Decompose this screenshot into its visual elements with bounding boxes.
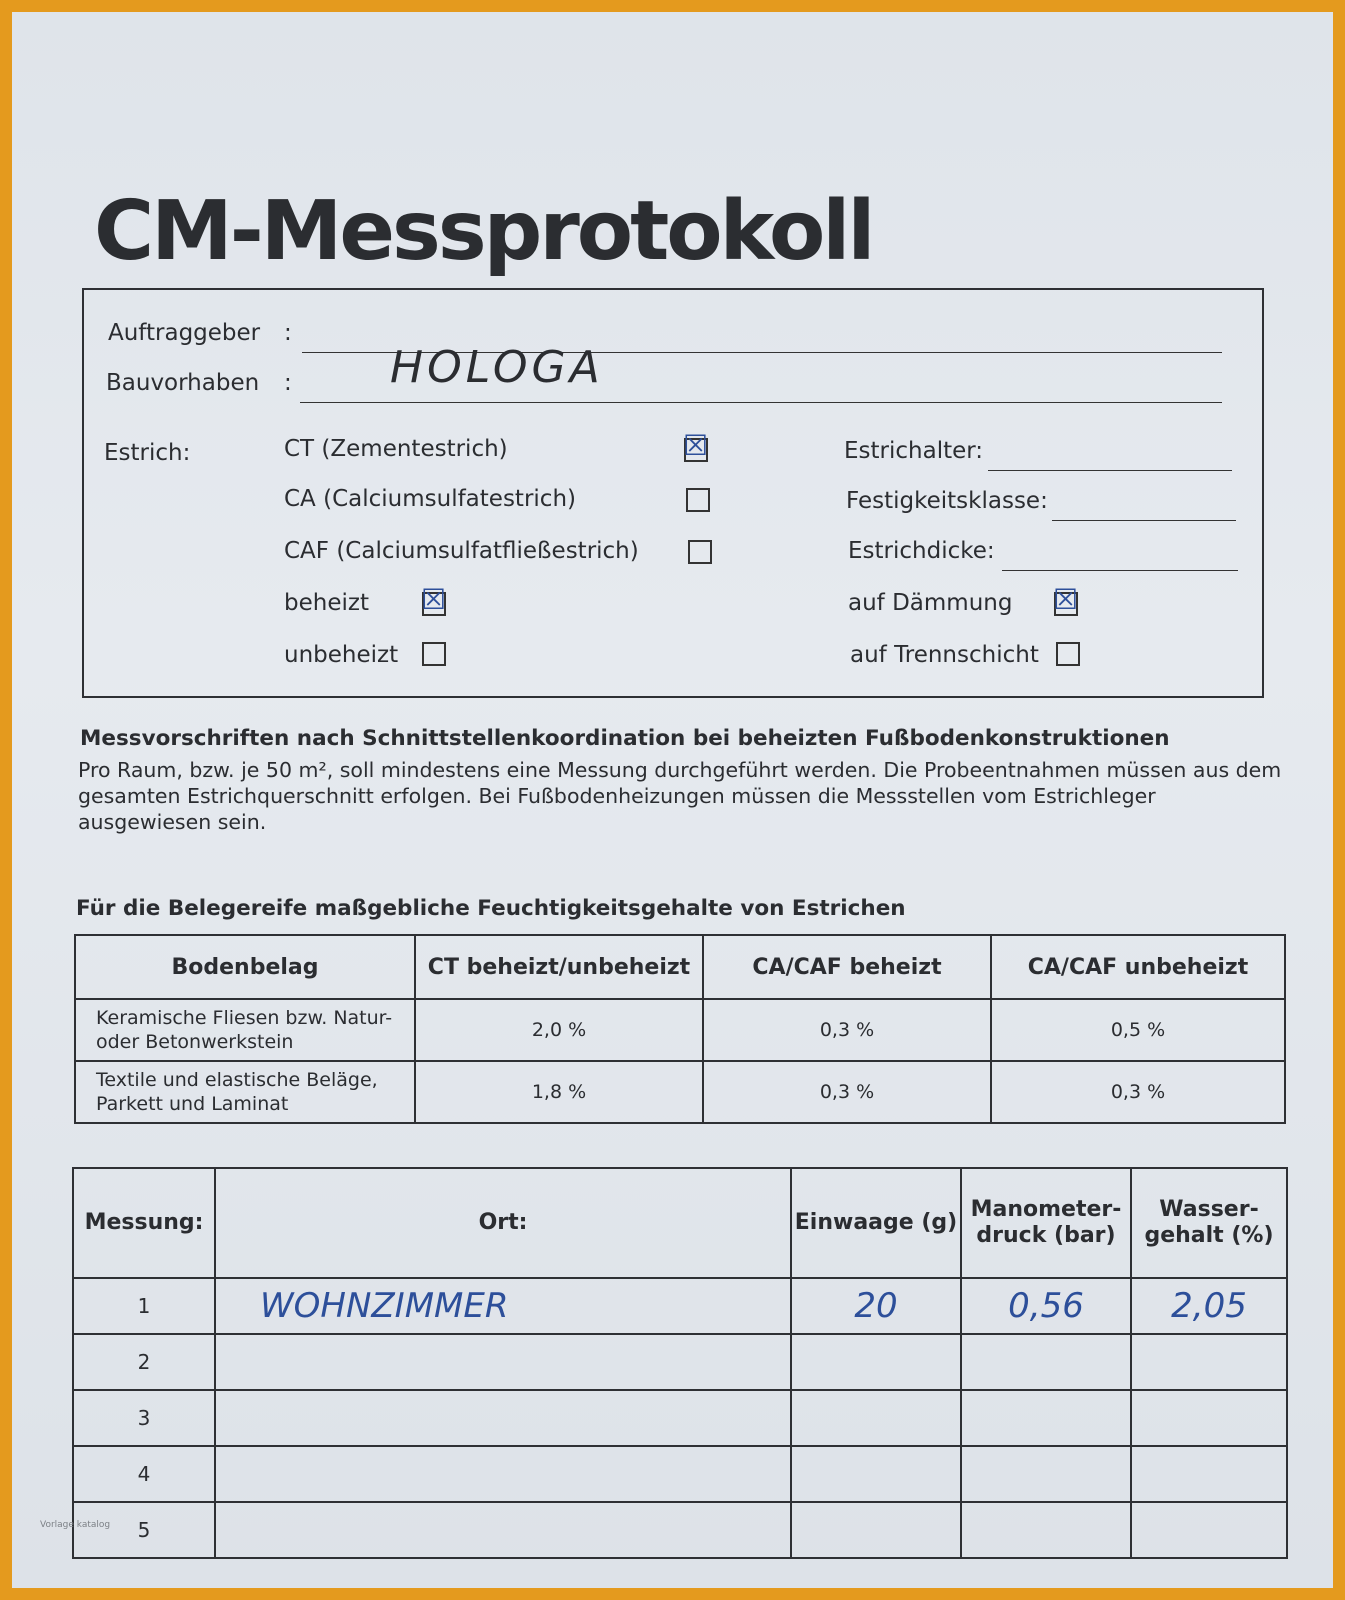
druck-cell[interactable]: [961, 1334, 1131, 1390]
table-cell: 1,8 %: [415, 1061, 703, 1123]
measurement-table: [72, 1167, 1288, 1559]
festigkeitsklasse-label: Festigkeitsklasse:: [846, 488, 1048, 514]
table-header-row: [75, 935, 1285, 999]
type-ct-checkbox[interactable]: [683, 429, 709, 462]
check-mark: ☒: [683, 429, 709, 462]
druck-cell[interactable]: [961, 1446, 1131, 1502]
table-row: [73, 1278, 1287, 1334]
col-einwaage: Einwaage (g): [791, 1168, 961, 1278]
heated-label: beheizt: [284, 590, 369, 616]
estrich-label: Estrich:: [104, 440, 191, 466]
type-ca-label: CA (Calciumsulfatestrich): [284, 486, 576, 512]
unheated-label: unbeheizt: [284, 642, 399, 668]
check-mark: ☒: [1053, 583, 1079, 616]
table-cell: 2,0 %: [415, 999, 703, 1061]
type-ca-checkbox[interactable]: [686, 488, 710, 512]
moisture-table: [74, 934, 1286, 1124]
row-number: 5: [73, 1502, 215, 1558]
ort-cell[interactable]: [215, 1446, 791, 1502]
moisture-table-heading: Für die Belegereife maßgebliche Feuchtigkeitsgehalte von Estrichen: [76, 896, 906, 921]
auftraggeber-label: Auftraggeber: [108, 320, 261, 346]
col-messung: Messung:: [73, 1168, 215, 1278]
col-bodenbelag: Bodenbelag: [75, 935, 415, 999]
form-sheet: [12, 12, 1333, 1588]
row-number: 4: [73, 1446, 215, 1502]
heated-checkbox[interactable]: [421, 583, 447, 616]
ort-cell[interactable]: [215, 1390, 791, 1446]
table-row: [73, 1390, 1287, 1446]
on-insulation-label: auf Dämmung: [848, 590, 1013, 616]
estrichdicke-label: Estrichdicke:: [848, 538, 995, 564]
table-row: [75, 1061, 1285, 1123]
col-ca-caf-heated: CA/CAF beheizt: [703, 935, 991, 999]
druck-cell[interactable]: [961, 1502, 1131, 1558]
einwaage-cell[interactable]: [791, 1390, 961, 1446]
row-number: 1: [73, 1278, 215, 1334]
rules-heading: Messvorschriften nach Schnittstellenkoordination bei beheizten Fußbodenkonstruktionen: [80, 726, 1170, 751]
table-cell: 0,5 %: [991, 999, 1285, 1061]
check-mark: ☒: [421, 583, 447, 616]
ort-cell[interactable]: [215, 1334, 791, 1390]
type-ct-label: CT (Zementestrich): [284, 436, 508, 462]
druck-cell[interactable]: 0,56: [961, 1278, 1131, 1334]
einwaage-cell[interactable]: [791, 1502, 961, 1558]
wassergehalt-cell[interactable]: [1131, 1446, 1287, 1502]
watermark: Vorlage katalog: [40, 1520, 111, 1530]
type-caf-checkbox[interactable]: [688, 540, 712, 564]
colon: :: [284, 370, 292, 396]
row-number: 2: [73, 1334, 215, 1390]
col-ort: Ort:: [215, 1168, 791, 1278]
col-ca-caf-unheated: CA/CAF unbeheizt: [991, 935, 1285, 999]
colon: :: [284, 320, 292, 346]
table-row: [73, 1446, 1287, 1502]
on-separation-layer-checkbox[interactable]: [1056, 642, 1080, 666]
unheated-checkbox[interactable]: [422, 642, 446, 666]
wassergehalt-cell[interactable]: [1131, 1334, 1287, 1390]
table-cell: 0,3 %: [703, 999, 991, 1061]
page-title: CM-Messprotokoll: [94, 184, 873, 279]
estrichalter-line[interactable]: [988, 470, 1232, 471]
bauvorhaben-line: [300, 402, 1222, 403]
estrichalter-label: Estrichalter:: [844, 438, 984, 464]
table-cell: 0,3 %: [991, 1061, 1285, 1123]
einwaage-cell[interactable]: 20: [791, 1278, 961, 1334]
wassergehalt-cell[interactable]: 2,05: [1131, 1278, 1287, 1334]
table-row: [73, 1334, 1287, 1390]
type-caf-label: CAF (Calciumsulfatfließestrich): [284, 538, 639, 564]
col-wassergehalt: Wasser-gehalt (%): [1131, 1168, 1287, 1278]
festigkeitsklasse-line[interactable]: [1052, 520, 1236, 521]
wassergehalt-cell[interactable]: [1131, 1390, 1287, 1446]
table-header-row: [73, 1168, 1287, 1278]
table-cell: 0,3 %: [703, 1061, 991, 1123]
rules-text: Pro Raum, bzw. je 50 m², soll mindestens eine Messung durchgeführt werden. Die Probeentnahmen müssen aus dem gesamten Estrichquerschnitt erfolgen. Bei Fußbodenheizungen müssen die Messstellen vom Estrichleger ausgewiesen sein.: [78, 758, 1282, 834]
einwaage-cell[interactable]: [791, 1334, 961, 1390]
on-insulation-checkbox[interactable]: [1053, 583, 1079, 616]
estrichdicke-line[interactable]: [1002, 570, 1238, 571]
ort-cell[interactable]: [215, 1502, 791, 1558]
col-manometerdruck: Manometer-druck (bar): [961, 1168, 1131, 1278]
on-separation-layer-label: auf Trennschicht: [850, 642, 1039, 668]
ort-cell[interactable]: WOHNZIMMER: [215, 1278, 791, 1334]
bauvorhaben-value[interactable]: HOLOGA: [390, 342, 604, 393]
table-cell: Textile und elastische Beläge, Parkett und Laminat: [75, 1061, 415, 1123]
table-row: [75, 999, 1285, 1061]
col-ct: CT beheizt/unbeheizt: [415, 935, 703, 999]
bauvorhaben-label: Bauvorhaben: [106, 370, 260, 396]
einwaage-cell[interactable]: [791, 1446, 961, 1502]
table-row: [73, 1502, 1287, 1558]
info-box: [82, 288, 1264, 698]
druck-cell[interactable]: [961, 1390, 1131, 1446]
wassergehalt-cell[interactable]: [1131, 1502, 1287, 1558]
row-number: 3: [73, 1390, 215, 1446]
table-cell: Keramische Fliesen bzw. Natur- oder Betonwerkstein: [75, 999, 415, 1061]
